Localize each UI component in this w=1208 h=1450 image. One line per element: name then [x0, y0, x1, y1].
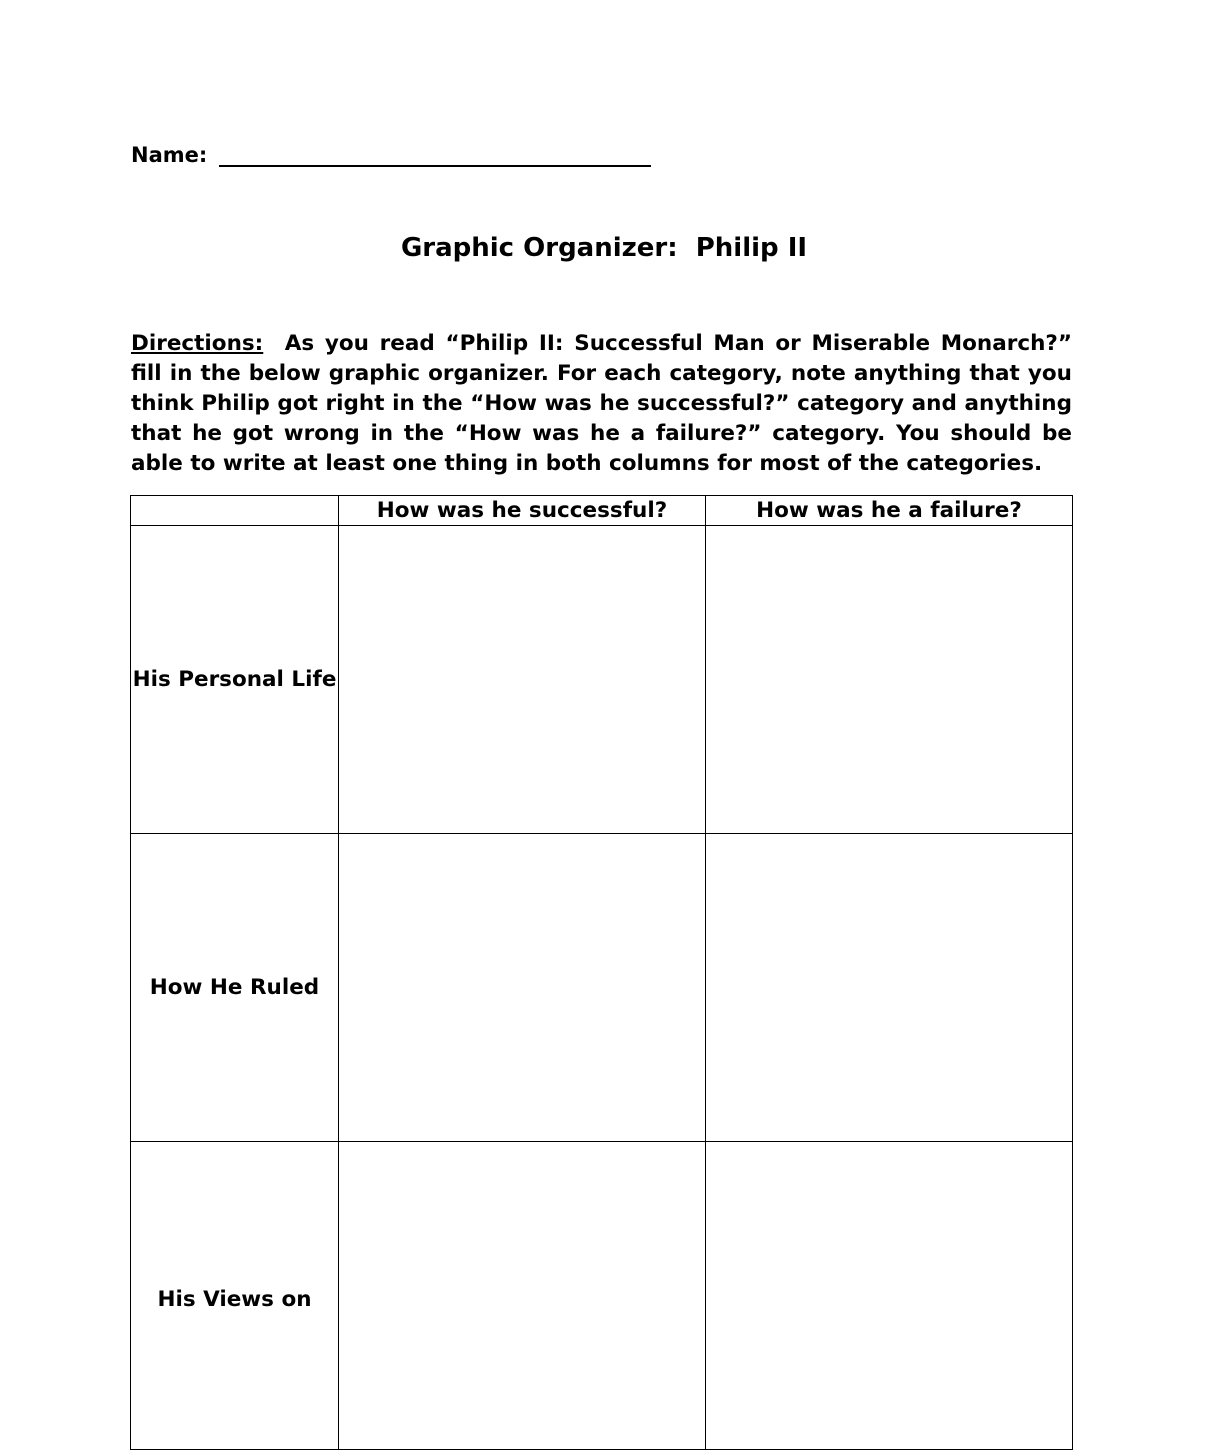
successful-answer-cell[interactable] — [339, 526, 706, 834]
failure-answer-cell[interactable] — [706, 526, 1073, 834]
header-failure: How was he a failure? — [706, 496, 1073, 526]
name-field — [131, 143, 651, 167]
successful-answer-cell[interactable] — [339, 1142, 706, 1450]
header-blank-cell — [131, 496, 339, 526]
directions-text: As you read “Philip II: Successful Man or Miserable Monarch?” fill in the below graphic organizer. For each category, note anything that you think Philip got right in the “How was he successful?” category and anything that he got wrong in the “How was he a failure?” category. You should be able to write at least one thing in both columns for most of the categories. — [131, 331, 1072, 476]
category-cell — [131, 834, 339, 1142]
header-successful: How was he successful? — [339, 496, 706, 526]
table-row — [131, 526, 1073, 834]
category-cell — [131, 1142, 339, 1450]
successful-answer-cell[interactable] — [339, 834, 706, 1142]
category-cell — [131, 526, 339, 834]
category-label: How He Ruled — [149, 974, 320, 1000]
category-label: His Personal Life — [132, 666, 337, 692]
directions-label: Directions: — [131, 331, 264, 356]
graphic-organizer-table — [130, 495, 1073, 1450]
directions-paragraph — [131, 329, 1072, 479]
header-row — [131, 496, 1073, 526]
name-label: Name: — [131, 143, 208, 167]
failure-answer-cell[interactable] — [706, 834, 1073, 1142]
name-blank-line[interactable] — [219, 143, 651, 167]
category-label: His Views on — [157, 1286, 312, 1312]
table-row — [131, 1142, 1073, 1450]
failure-answer-cell[interactable] — [706, 1142, 1073, 1450]
page-title: Graphic Organizer: Philip II — [400, 233, 808, 263]
table-row — [131, 834, 1073, 1142]
